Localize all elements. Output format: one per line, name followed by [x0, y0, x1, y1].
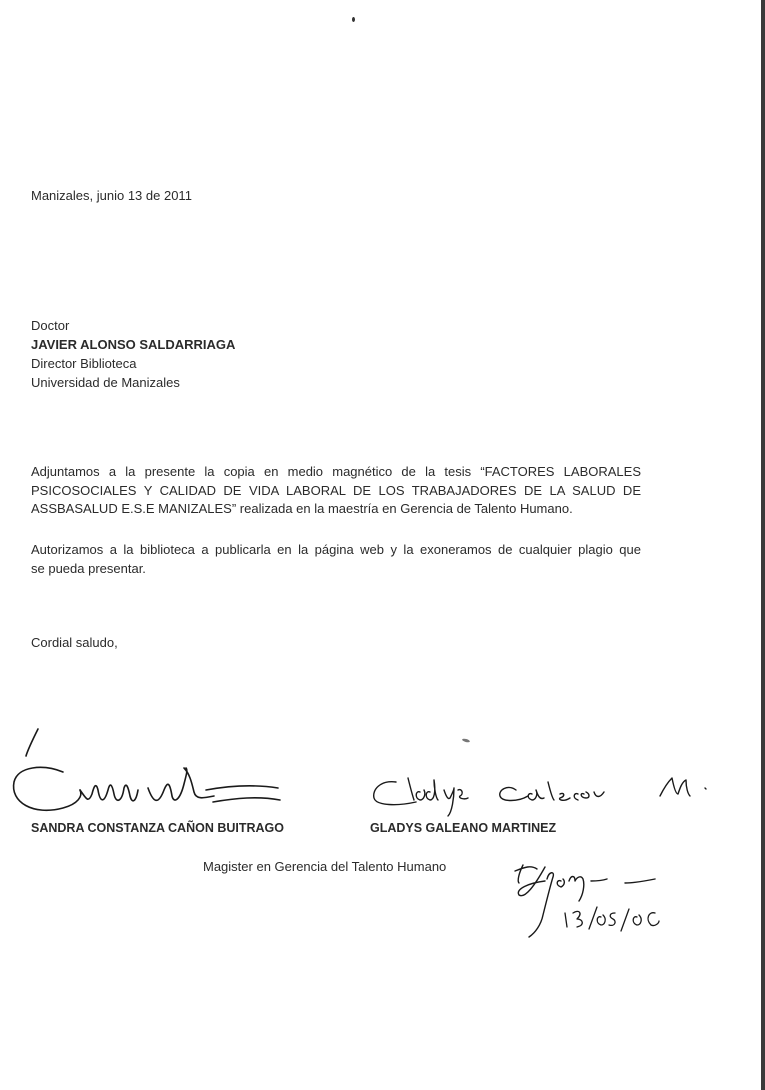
paragraph-2-line: Autorizamos a la biblioteca a publicarla en la página web y la exoneramos de cualquier plagio que	[31, 542, 641, 557]
signatory-2-name: GLADYS GALEANO MARTINEZ	[370, 821, 557, 835]
scan-speck	[352, 17, 355, 22]
recipient-salutation: Doctor	[31, 318, 70, 333]
recipient-name: JAVIER ALONSO SALDARRIAGA	[31, 337, 236, 352]
paragraph-1-line: Adjuntamos a la presente la copia en medio magnético de la tesis “FACTORES LABORALES	[31, 464, 641, 479]
receipt-initials-scribble	[505, 855, 675, 945]
body-paragraph-1	[31, 463, 641, 519]
recipient-institution: Universidad de Manizales	[31, 375, 180, 390]
paragraph-1-line: PSICOSOCIALES Y CALIDAD DE VIDA LABORAL DE LOS TRABAJADORES DE LA SALUD DE	[31, 482, 641, 498]
signature-2-scribble	[368, 768, 738, 818]
paragraph-1-line: ASSBASALUD E.S.E MANIZALES” realizada en la maestría en Gerencia de Talento Humano.	[31, 501, 573, 516]
body-paragraph-2	[31, 541, 641, 578]
paragraph-2-line: se pueda presentar.	[31, 560, 146, 576]
scan-edge	[761, 0, 765, 1090]
signatory-1-name: SANDRA CONSTANZA CAÑON BUITRAGO	[31, 821, 284, 835]
date-line: Manizales, junio 13 de 2011	[31, 188, 192, 203]
scan-speck-2	[462, 738, 471, 743]
recipient-block	[31, 316, 235, 392]
recipient-position: Director Biblioteca	[31, 356, 137, 371]
signatories-title: Magister en Gerencia del Talento Humano	[203, 859, 447, 874]
closing-line: Cordial saludo,	[31, 635, 118, 650]
signature-1-scribble	[8, 724, 288, 824]
